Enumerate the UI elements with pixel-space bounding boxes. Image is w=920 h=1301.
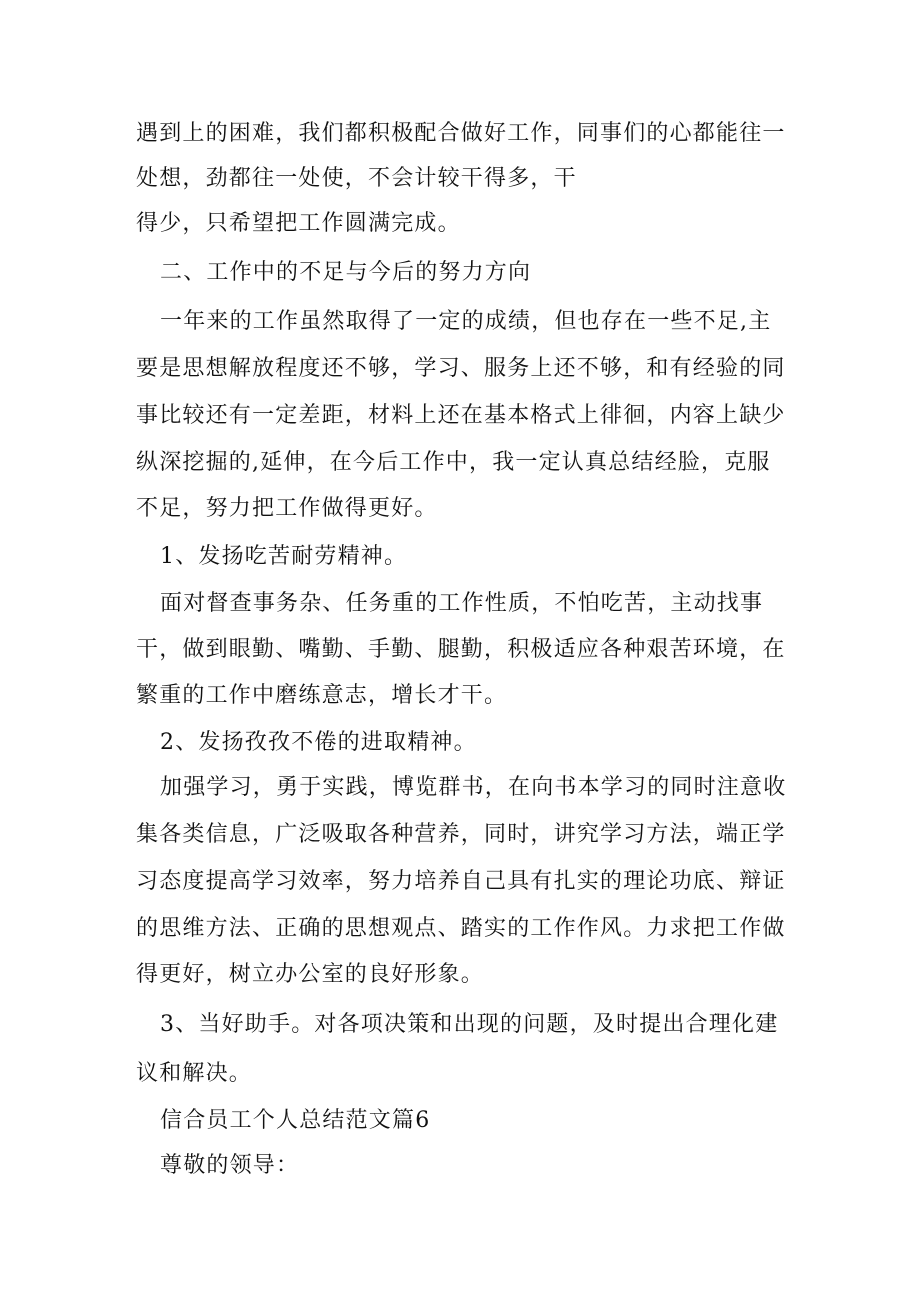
body-text-line: 繁重的工作中磨练意志，增长才干。: [136, 683, 508, 708]
body-text-line: 干，做到眼勤、嘴勤、手勤、腿勤，积极适应各种艰苦环境，在: [136, 637, 786, 662]
salutation: 尊敬的领导：: [160, 1153, 300, 1178]
body-text-line: 一年来的工作虽然取得了一定的成绩，但也存在一些不足,主: [160, 309, 772, 334]
body-text-line: 遇到上的困难，我们都积极配合做好工作，同事们的心都能往一: [136, 121, 786, 146]
subsection-heading: 3、当好助手。对各项决策和出现的问题，及时提出合理化建: [160, 1012, 779, 1037]
body-text-line: 加强学习，勇于实践，博览群书，在向书本学习的同时注意收: [160, 775, 787, 800]
body-text-line: 集各类信息，广泛吸取各种营养，同时，讲究学习方法，端正学: [136, 822, 786, 847]
body-text-line: 不足，努力把工作做得更好。: [136, 496, 438, 521]
body-text-line: 面对督查事务杂、任务重的工作性质，不怕吃苦，主动找事: [160, 591, 764, 616]
section-heading: 二、工作中的不足与今后的努力方向: [160, 260, 532, 285]
subsection-heading: 1、发扬吃苦耐劳精神。: [160, 544, 408, 569]
body-text-line: 得少，只希望把工作圆满完成。: [136, 211, 461, 236]
article-title: 信合员工个人总结范文篇6: [160, 1108, 431, 1133]
subsection-heading: 2、发扬孜孜不倦的进取精神。: [160, 730, 477, 755]
body-text-line: 事比较还有一定差距，材料上还在基本格式上徘徊，内容上缺少: [136, 403, 786, 428]
body-text-line: 要是思想解放程度还不够，学习、服务上还不够，和有经验的同: [136, 356, 786, 381]
body-text-line: 纵深挖掘的,延伸，在今后工作中，我一定认真总结经脸，克服: [136, 450, 771, 475]
body-text-line: 议和解决。: [136, 1061, 253, 1086]
body-text-line: 得更好，树立办公室的良好形象。: [136, 962, 485, 987]
body-text-line: 的思维方法、正确的思想观点、踏实的工作作风。力求把工作做: [136, 916, 786, 941]
body-text-line: 处想，劲都往一处使，不会计较干得多，干: [136, 166, 577, 191]
body-text-line: 习态度提高学习效率，努力培养自己具有扎实的理论功底、辩证: [136, 869, 786, 894]
